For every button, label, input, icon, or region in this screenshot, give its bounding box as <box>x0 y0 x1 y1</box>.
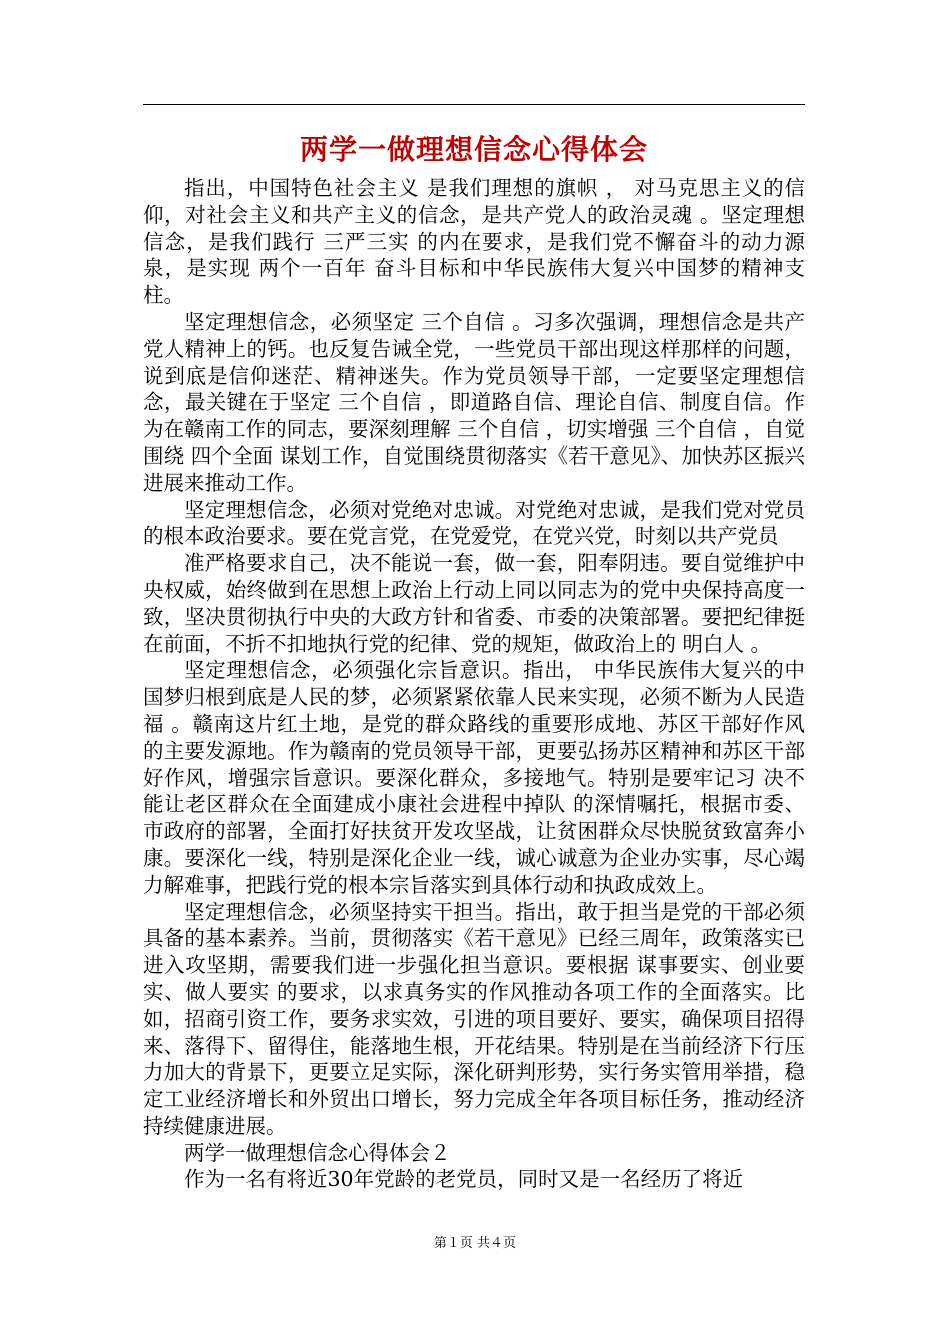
paragraph-1: 指出，中国特色社会主义 是我们理想的旗帜 ， 对马克思主义的信仰，对社会主义和共产主义的信念，是共产党人的政治灵魂 。坚定理想信念，是我们践行 三严三实 的内在要求，是我们党不懈奋斗的动力源泉，是实现 两个一百年 奋斗目标和中华民族伟大复兴中国梦的精神支柱。 <box>143 176 805 308</box>
paragraph-4: 准严格要求自己，决不能说一套，做一套，阳奉阴违。要自觉维护中央权威，始终做到在思想上政治上行动上同以同志为的党中央保持高度一致，坚决贯彻执行中央的大政方针和省委、市委的决策部署。要把纪律挺在前面，不折不扣地执行党的纪律、党的规矩，做政治上的 明白人 。 <box>143 551 805 656</box>
section-heading-2: 两学一做理想信念心得体会２ <box>184 1140 451 1165</box>
header-rule <box>143 104 805 105</box>
paragraph-2: 坚定理想信念，必须坚定 三个自信 。习多次强调，理想信念是共产党人精神上的钙。也反复告诫全党，一些党员干部出现这样那样的问题，说到底是信仰迷茫、精神迷失。作为党员领导干部，一定要坚定理想信念，最关键在于坚定 三个自信 ，即道路自信、理论自信、制度自信。作为在赣南工作的同志，要深刻理解 三个自信 ，切实增强 三个自信 ，自觉围绕 四个全面 谋划工作，自觉围绕贯彻落实《若干意见》、加快苏区振兴进展来推动工作。 <box>143 309 805 495</box>
page-number-footer: 第１页 共４页 <box>433 1236 517 1251</box>
document-body <box>143 175 805 1193</box>
document-title: 两学一做理想信念心得体会 <box>299 133 648 166</box>
paragraph-5: 坚定理想信念，必须强化宗旨意识。指出， 中华民族伟大复兴的中国梦归根到底是人民的梦，必须紧紧依靠人民来实现，必须不断为人民造福 。赣南这片红土地，是党的群众路线的重要形成地、苏区干部好作风的主要发源地。作为赣南的党员领导干部，更要弘扬苏区精神和苏区干部好作风，增强宗旨意识。要深化群众，多接地气。特别是要牢记习 决不能让老区群众在全面建成小康社会进程中掉队 的深情嘱托，根据市委、市政府的部署，全面打好扶贫开发攻坚战，让贫困群众尽快脱贫致富奔小康。要深化一线，特别是深化企业一线，诚心诚意为企业办实事，尽心竭力解难事，把践行党的根本宗旨落实到具体行动和执政成效上。 <box>143 658 805 897</box>
paragraph-3: 坚定理想信念，必须对党绝对忠诚。对党绝对忠诚，是我们党对党员的根本政治要求。要在党言党，在党爱党，在党兴党，时刻以共产党员 <box>143 497 805 549</box>
paragraph-6: 坚定理想信念，必须坚持实干担当。指出，敢于担当是党的干部必须具备的基本素养。当前，贯彻落实《若干意见》已经三周年，政策落实已进入攻坚期，需要我们进一步强化担当意识。要根据 谋事要实、创业要实、做人要实 的要求，以求真务实的作风推动各项工作的全面落实。比如，招商引资工作，要务求实效，引进的项目要好、要实，确保项目招得来、落得下、留得住，能落地生根，开花结果。特别是在当前经济下行压力加大的背景下，更要立足实际，深化研判形势，实行务实管用举措，稳定工业经济增长和外贸出口增长，努力完成全年各项目标任务，推动经济持续健康进展。 <box>143 899 805 1138</box>
paragraph-7: 作为一名有将近30年党龄的老党员，同时又是一名经历了将近 <box>184 1167 744 1192</box>
